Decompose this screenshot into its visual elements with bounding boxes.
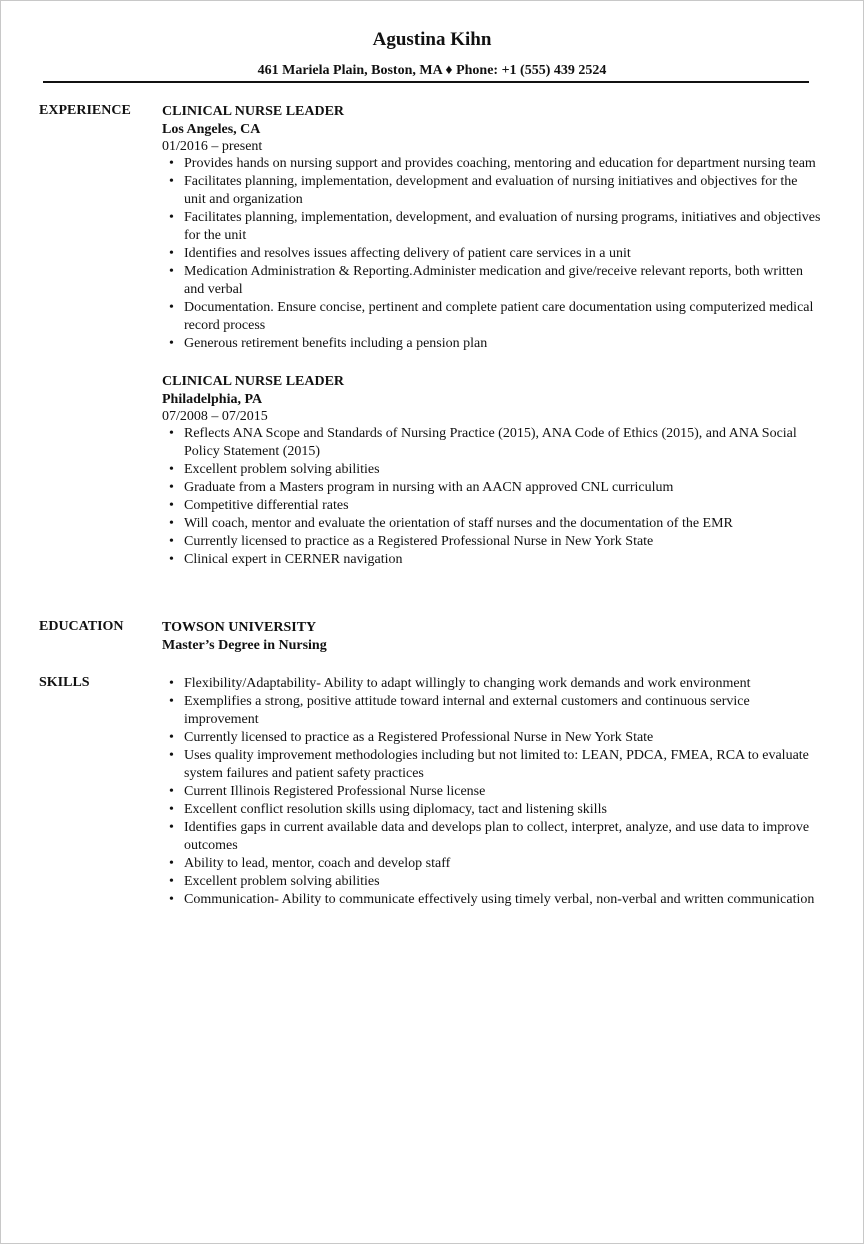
job-location: Los Angeles, CA [162,122,261,137]
skill-bullet: • Communication- Ability to communicate effectively using timely verbal, non-verbal and written communication [162,891,822,909]
skill-bullet: • Excellent problem solving abilities [162,873,822,891]
skill-bullet: • Flexibility/Adaptability- Ability to adapt willingly to changing work demands and work environment [162,675,822,693]
skill-bullet: • Current Illinois Registered Professional Nurse license [162,783,822,801]
skills-label: SKILLS [39,675,90,690]
job-bullet: • Excellent problem solving abilities [162,461,822,479]
job-bullet: • Medication Administration & Reporting.Administer medication and give/receive relevant reports, both written and verbal [162,263,822,299]
skills-body [162,675,822,909]
job-bullet: • Documentation. Ensure concise, pertinent and complete patient care documentation using computerized medical record process [162,299,822,335]
job-bullet: • Identifies and resolves issues affecting delivery of patient care services in a unit [162,245,822,263]
header-divider [43,81,809,83]
skill-bullet: • Identifies gaps in current available data and develops plan to collect, interpret, analyze, and use data to improve outcomes [162,819,822,855]
job-dates: 07/2008 – 07/2015 [162,409,268,424]
candidate-name: Agustina Kihn [372,29,492,50]
experience-body [162,103,822,589]
job-bullet: • Currently licensed to practice as a Registered Professional Nurse in New York State [162,533,822,551]
job-title: CLINICAL NURSE LEADER [162,104,345,119]
job-bullet: • Reflects ANA Scope and Standards of Nursing Practice (2015), ANA Code of Ethics (2015), and ANA Social Policy Statement (2015) [162,425,822,461]
job-bullets [162,425,822,569]
job-title: CLINICAL NURSE LEADER [162,374,345,389]
contact-line: 461 Mariela Plain, Boston, MA ♦ Phone: +1 (555) 439 2524 [257,63,607,78]
job-bullet: • Graduate from a Masters program in nursing with an AACN approved CNL curriculum [162,479,822,497]
education-label: EDUCATION [39,619,124,634]
job-dates: 01/2016 – present [162,139,263,154]
job-entry [162,373,822,569]
job-bullet: • Facilitates planning, implementation, development and evaluation of nursing initiatives and objectives for the unit and organization [162,173,822,209]
skills-bullets [162,675,822,909]
job-bullet: • Will coach, mentor and evaluate the orientation of staff nurses and the documentation of the EMR [162,515,822,533]
job-bullet: • Competitive differential rates [162,497,822,515]
job-bullets [162,155,822,353]
job-location: Philadelphia, PA [162,392,263,407]
education-degree: Master’s Degree in Nursing [162,638,327,653]
skill-bullet: • Ability to lead, mentor, coach and develop staff [162,855,822,873]
education-school: TOWSON UNIVERSITY [162,620,317,635]
education-body [162,619,822,655]
experience-label: EXPERIENCE [39,103,131,118]
job-bullet: • Facilitates planning, implementation, development, and evaluation of nursing programs, initiatives and objectives for the unit [162,209,822,245]
skill-bullet: • Uses quality improvement methodologies including but not limited to: LEAN, PDCA, FMEA, RCA to evaluate system failures and patient safety practices [162,747,822,783]
skill-bullet: • Excellent conflict resolution skills using diplomacy, tact and listening skills [162,801,822,819]
job-bullet: • Clinical expert in CERNER navigation [162,551,822,569]
job-bullet: • Provides hands on nursing support and provides coaching, mentoring and education for department nursing team [162,155,822,173]
skill-bullet: • Exemplifies a strong, positive attitude toward internal and external customers and continuous service improvement [162,693,822,729]
skill-bullet: • Currently licensed to practice as a Registered Professional Nurse in New York State [162,729,822,747]
job-bullet: • Generous retirement benefits including a pension plan [162,335,822,353]
job-entry [162,103,822,353]
